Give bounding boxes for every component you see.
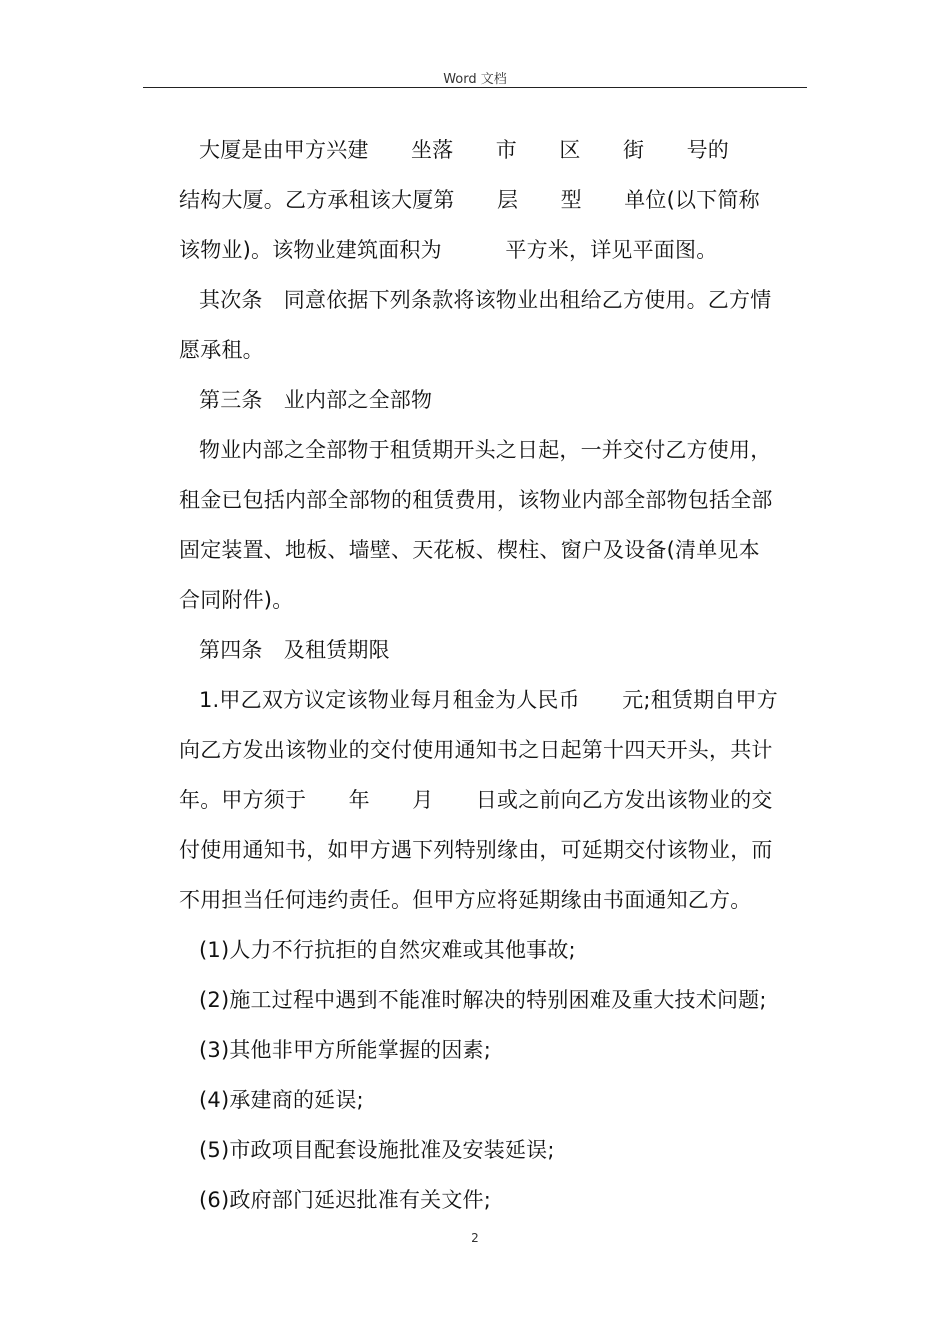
body-line: 1.甲乙双方议定该物业每月租金为人民币 元;租赁期自甲方 [199, 688, 778, 712]
list-item: (2)施工过程中遇到不能准时解决的特别困难及重大技术问题; [199, 988, 767, 1012]
body-line: 不用担当任何违约责任。但甲方应将延期缘由书面通知乙方。 [179, 888, 752, 912]
list-item: (4)承建商的延误; [199, 1088, 364, 1112]
body-line: 大厦是由甲方兴建 坐落 市 区 街 号的 [199, 138, 729, 162]
list-item: (6)政府部门延迟批准有关文件; [199, 1188, 492, 1212]
body-line: 合同附件)。 [179, 588, 294, 612]
section-heading: 第四条 及租赁期限 [199, 638, 390, 662]
page-number: 2 [471, 1231, 479, 1245]
body-line: 向乙方发出该物业的交付使用通知书之日起第十四天开头，共计 [179, 738, 773, 762]
body-line: 其次条 同意依据下列条款将该物业出租给乙方使用。乙方情 [199, 288, 772, 312]
section-heading: 第三条 业内部之全部物 [199, 388, 433, 412]
body-line: 付使用通知书，如甲方遇下列特别缘由，可延期交付该物业，而 [179, 838, 773, 862]
body-line: 年。甲方须于 年 月 日或之前向乙方发出该物业的交 [179, 788, 773, 812]
header-divider [143, 87, 807, 88]
list-item: (1)人力不行抗拒的自然灾难或其他事故; [199, 938, 576, 962]
body-line: 愿承租。 [179, 338, 264, 362]
body-line: 该物业)。该物业建筑面积为 平方米，详见平面图。 [179, 238, 718, 262]
list-item: (5)市政项目配套设施批准及安装延误; [199, 1138, 555, 1162]
body-line: 结构大厦。乙方承租该大厦第 层 型 单位(以下简称 [179, 188, 760, 212]
body-line: 租金已包括内部全部物的租赁费用，该物业内部全部物包括全部 [179, 488, 773, 512]
page-header-title: Word 文档 [443, 72, 507, 87]
list-item: (3)其他非甲方所能掌握的因素; [199, 1038, 492, 1062]
body-line: 物业内部之全部物于租赁期开头之日起，一并交付乙方使用， [199, 438, 772, 462]
body-line: 固定装置、地板、墙壁、天花板、楔柱、窗户及设备(清单见本 [179, 538, 760, 562]
